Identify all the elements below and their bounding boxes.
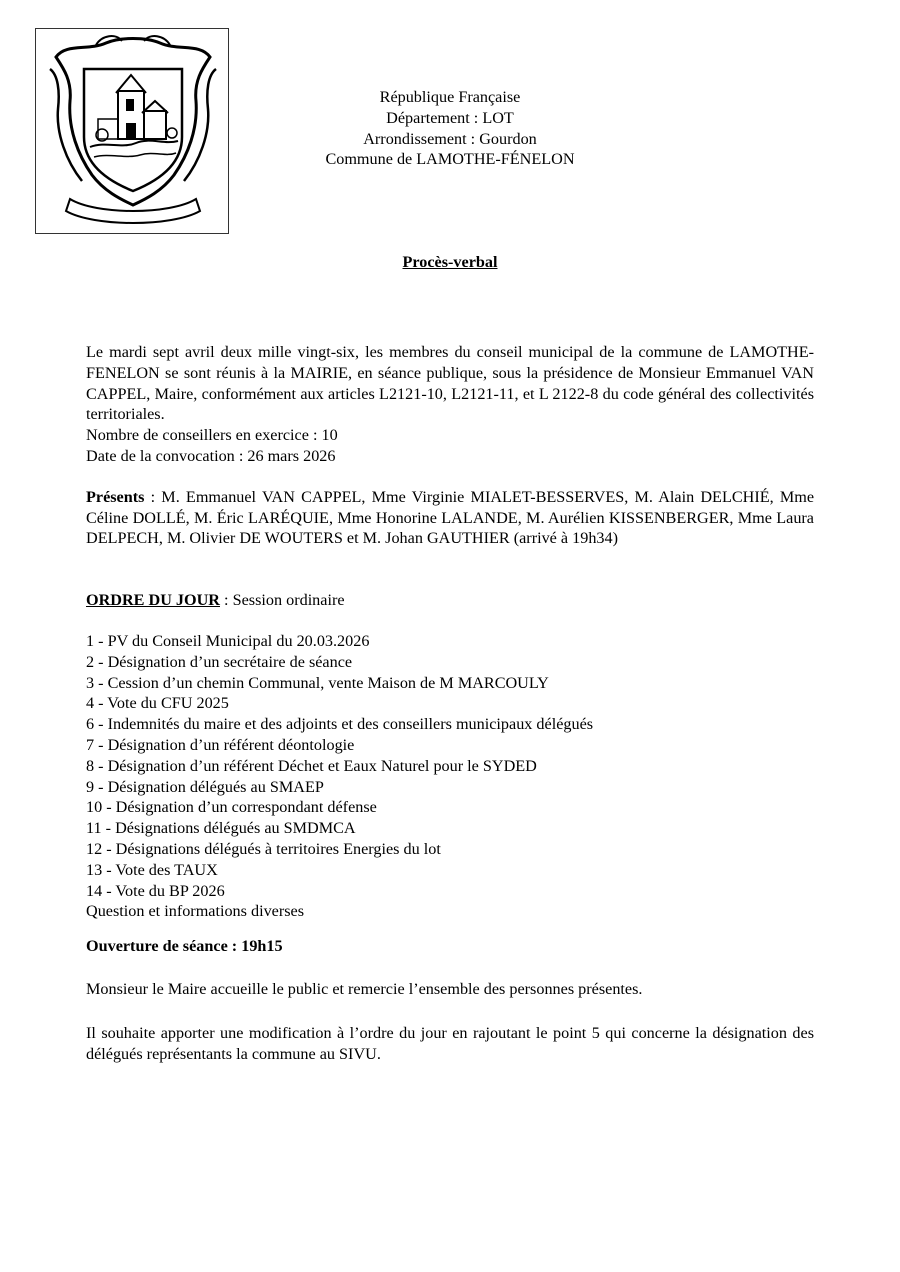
presents-list: : M. Emmanuel VAN CAPPEL, Mme Virginie MIALET-BESSERVES, M. Alain DELCHIÉ, Mme Céline DOLLÉ, M. Éric LARÉQUIE, Mme Honorine LALANDE, M. Aurélien KISSENBERGER, Mme Laura DELPECH, M. Olivier DE WOUTERS et M. Johan GAUTHIER (arrivé à 19h34) [86,487,814,548]
agenda-item: 14 - Vote du BP 2026 [86,881,225,900]
conseillers-count: Nombre de conseillers en exercice : 10 [86,426,338,445]
agenda-item: 12 - Désignations délégués à territoires Energies du lot [86,839,441,858]
convocation-date: Date de la convocation : 26 mars 2026 [86,446,336,465]
ouverture-text: Ouverture de séance : 19h15 [86,937,283,956]
crest-emblem [36,29,230,235]
agenda-item: 6 - Indemnités du maire et des adjoints et des conseillers municipaux délégués [86,715,594,734]
document-header [250,87,650,170]
ordre-du-jour-heading [86,590,814,611]
document-body [86,342,814,1064]
agenda-item: 9 - Désignation délégués au SMAEP [86,777,324,796]
ordre-du-jour-session: : Session ordinaire [220,591,345,610]
agenda-item: 13 - Vote des TAUX [86,860,218,879]
agenda-item: 4 - Vote du CFU 2025 [86,694,229,713]
agenda-item: 8 - Désignation d’un référent Déchet et Eaux Naturel pour le SYDED [86,756,537,775]
agenda-item: Question et informations diverses [86,902,305,921]
agenda-item: 3 - Cession d’un chemin Communal, vente Maison de M MARCOULY [86,673,549,692]
modification-paragraph: Il souhaite apporter une modification à l’ordre du jour en rajoutant le point 5 qui concerne la désignation des délégués représentants la commune au SIVU. [86,1023,814,1063]
ordre-du-jour-label: ORDRE DU JOUR [86,591,220,610]
agenda-item: 7 - Désignation d’un référent déontologie [86,735,355,754]
agenda-item: 2 - Désignation d’un secrétaire de séance [86,652,353,671]
intro-paragraph: Le mardi sept avril deux mille vingt-six, les membres du conseil municipal de la commune de LAMOTHE-FENELON se sont réunis à la MAIRIE, en séance publique, sous la présidence de Monsieur Emmanuel VAN CAPPEL, Maire, conformément aux articles L2121-10, L2121-11, et L 2122-8 du code général des collectivités territoriales. [86,343,814,424]
presents-paragraph [86,487,814,549]
ouverture-seance [86,936,814,957]
accueil-paragraph: Monsieur le Maire accueille le public et remercie l’ensemble des personnes présentes. [86,979,643,998]
agenda-item: 1 - PV du Conseil Municipal du 20.03.2026 [86,631,370,650]
header-commune: Commune de LAMOTHE-FÉNELON [325,150,575,169]
commune-crest [35,28,229,234]
header-arrondissement: Arrondissement : Gourdon [363,129,537,148]
agenda-list [86,631,814,922]
agenda-item: 11 - Désignations délégués au SMDMCA [86,819,356,838]
page-title: Procès-verbal [402,253,498,271]
header-departement: Département : LOT [386,108,514,127]
presents-label: Présents [86,487,145,506]
header-republique: République Française [379,88,521,106]
agenda-item: 10 - Désignation d’un correspondant défense [86,798,377,817]
